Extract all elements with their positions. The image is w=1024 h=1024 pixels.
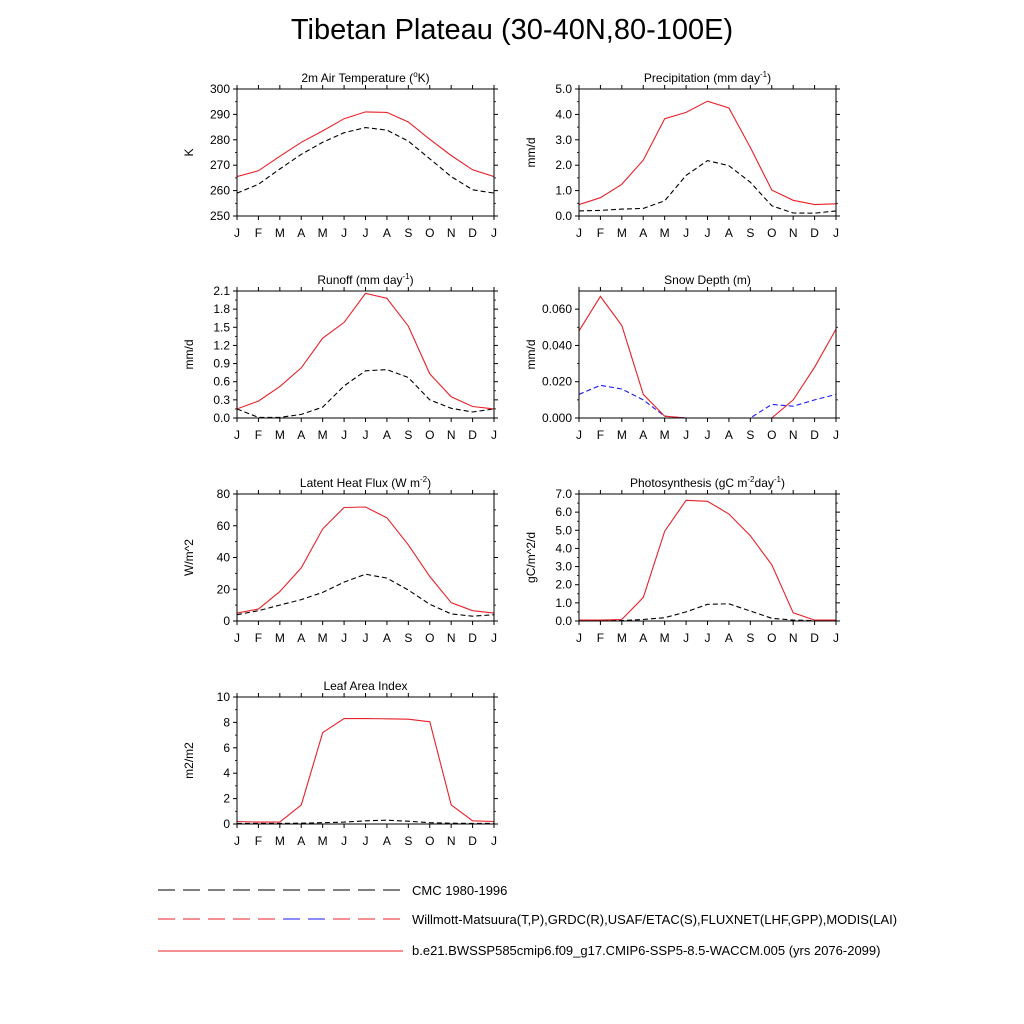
- chart-title: Latent Heat Flux (W $m^{-2}$): [299, 475, 432, 490]
- panel-precipitation: [520, 64, 850, 249]
- y-tick-label: 0.040: [541, 338, 572, 353]
- x-tick-label: A: [297, 428, 306, 442]
- panel-air-temperature: [178, 64, 508, 249]
- x-tick-label: M: [616, 226, 627, 240]
- x-tick-label: M: [616, 428, 627, 442]
- x-tick-label: N: [788, 226, 798, 240]
- x-tick-label: J: [234, 834, 240, 848]
- x-tick-label: F: [254, 226, 263, 240]
- chart-title: Leaf Area Index: [323, 679, 408, 693]
- x-tick-label: A: [724, 428, 733, 442]
- panel-latent-heat-flux: [178, 469, 508, 654]
- x-tick-label: A: [724, 226, 733, 240]
- y-axis-label: mm/d: [524, 339, 538, 370]
- chart-air-temperature: [178, 64, 508, 249]
- chart-runoff: [178, 266, 508, 451]
- y-tick-label: 0.060: [541, 302, 572, 317]
- x-tick-label: A: [297, 226, 306, 240]
- y-tick-label: 40: [216, 550, 230, 565]
- y-tick-label: 6.0: [555, 505, 572, 520]
- x-tick-label: A: [297, 631, 306, 645]
- y-tick-label: 3.0: [555, 559, 572, 574]
- y-tick-label: 20: [216, 582, 230, 597]
- y-axis-label: mm/d: [182, 339, 196, 370]
- x-tick-label: J: [362, 834, 369, 848]
- x-tick-label: A: [639, 428, 648, 442]
- x-tick-label: J: [234, 428, 240, 442]
- x-tick-label: F: [596, 631, 605, 645]
- x-tick-label: J: [234, 631, 240, 645]
- x-tick-label: A: [639, 226, 648, 240]
- y-tick-label: 60: [216, 518, 230, 533]
- x-tick-label: M: [317, 631, 328, 645]
- x-tick-label: S: [746, 226, 755, 240]
- x-tick-label: O: [425, 226, 435, 240]
- x-tick-label: J: [491, 428, 497, 442]
- y-tick-label: 0.0: [213, 411, 230, 425]
- x-tick-label: J: [491, 631, 497, 645]
- y-tick-label: 1.0: [555, 183, 572, 198]
- series-line-model: [579, 500, 836, 620]
- x-tick-label: D: [468, 428, 477, 442]
- plot-frame: [579, 291, 836, 418]
- x-tick-label: J: [704, 631, 711, 645]
- x-tick-label: M: [274, 226, 285, 240]
- x-tick-label: D: [468, 631, 477, 645]
- x-tick-label: A: [382, 834, 391, 848]
- y-tick-label: 0.0: [555, 209, 572, 223]
- panel-runoff: [178, 266, 508, 451]
- x-tick-label: D: [810, 428, 819, 442]
- y-tick-label: 2: [223, 791, 230, 806]
- x-tick-label: J: [341, 428, 348, 442]
- x-tick-label: A: [639, 631, 648, 645]
- y-tick-label: 300: [209, 82, 230, 96]
- x-tick-label: M: [616, 631, 627, 645]
- y-tick-label: 5.0: [555, 82, 572, 96]
- x-tick-label: J: [704, 428, 711, 442]
- chart-leaf-area-index: [178, 672, 508, 857]
- series-line-cmc: [237, 128, 494, 194]
- series-line-cmc: [579, 604, 836, 621]
- y-axis-label: W/m^2: [182, 539, 196, 576]
- x-tick-label: O: [767, 428, 777, 442]
- x-tick-label: O: [767, 631, 777, 645]
- series-line-model: [237, 719, 494, 823]
- x-tick-label: S: [746, 428, 755, 442]
- y-tick-label: 0.020: [541, 374, 572, 389]
- y-axis-label: mm/d: [524, 137, 538, 168]
- x-tick-label: J: [576, 226, 582, 240]
- x-tick-label: A: [724, 631, 733, 645]
- x-tick-label: N: [788, 631, 798, 645]
- y-tick-label: 0.3: [213, 392, 230, 407]
- x-tick-label: M: [317, 226, 328, 240]
- panel-photosynthesis: [520, 469, 850, 654]
- y-tick-label: 6: [223, 740, 230, 755]
- y-tick-label: 270: [209, 158, 230, 173]
- chart-title: Runoff (mm day$^{-1}$): [317, 272, 414, 287]
- x-tick-label: J: [341, 631, 348, 645]
- x-tick-label: M: [659, 428, 670, 442]
- x-tick-label: J: [704, 226, 711, 240]
- series-line-model: [237, 293, 494, 409]
- series-line-cmc: [237, 370, 494, 418]
- series-line-model: [237, 112, 494, 177]
- chart-title: Snow Depth (m): [664, 273, 751, 287]
- x-tick-label: J: [341, 226, 348, 240]
- x-tick-label: M: [274, 834, 285, 848]
- y-tick-label: 4: [223, 766, 230, 781]
- x-tick-label: J: [683, 631, 690, 645]
- x-tick-label: D: [810, 631, 819, 645]
- x-tick-label: O: [767, 226, 777, 240]
- chart-photosynthesis: [520, 469, 850, 654]
- y-tick-label: 7.0: [555, 487, 572, 501]
- x-tick-label: F: [254, 631, 263, 645]
- y-tick-label: 2.0: [555, 158, 572, 173]
- legend-label-cmc: CMC 1980-1996: [412, 883, 508, 898]
- x-tick-label: D: [468, 834, 477, 848]
- chart-precipitation: [520, 64, 850, 249]
- y-tick-label: 1.5: [213, 320, 230, 335]
- x-tick-label: N: [446, 428, 456, 442]
- x-tick-label: J: [491, 226, 497, 240]
- x-tick-label: J: [491, 834, 497, 848]
- y-tick-label: 0: [223, 817, 230, 831]
- x-tick-label: N: [788, 428, 798, 442]
- x-tick-label: S: [404, 428, 413, 442]
- plot-frame: [579, 494, 836, 621]
- x-tick-label: J: [683, 428, 690, 442]
- y-tick-label: 0: [223, 614, 230, 628]
- x-tick-label: M: [274, 631, 285, 645]
- x-tick-label: F: [596, 226, 605, 240]
- x-tick-label: M: [659, 631, 670, 645]
- legend-label-model: b.e21.BWSSP585cmip6.f09_g17.CMIP6-SSP5-8.5-WACCM.005 (yrs 2076-2099): [412, 943, 881, 958]
- x-tick-label: J: [833, 631, 839, 645]
- x-tick-label: J: [341, 834, 348, 848]
- y-tick-label: 0.6: [213, 374, 230, 389]
- x-tick-label: N: [446, 226, 456, 240]
- chart-latent-heat-flux: [178, 469, 508, 654]
- x-tick-label: J: [576, 428, 582, 442]
- x-tick-label: S: [404, 834, 413, 848]
- y-tick-label: 2.1: [213, 284, 230, 298]
- x-tick-label: J: [683, 226, 690, 240]
- x-tick-label: S: [746, 631, 755, 645]
- series-line-obs: [579, 385, 836, 418]
- chart-snow-depth: [520, 266, 850, 451]
- y-tick-label: 4.0: [555, 107, 572, 122]
- plot-frame: [237, 89, 494, 216]
- x-tick-label: A: [382, 631, 391, 645]
- x-tick-label: S: [404, 226, 413, 240]
- x-tick-label: J: [833, 428, 839, 442]
- x-tick-label: J: [234, 226, 240, 240]
- y-tick-label: 1.2: [213, 338, 230, 353]
- x-tick-label: A: [382, 226, 391, 240]
- x-tick-label: N: [446, 834, 456, 848]
- y-axis-label: gC/m^2/d: [524, 532, 538, 583]
- x-tick-label: M: [317, 428, 328, 442]
- y-tick-label: 260: [209, 183, 230, 198]
- plot-frame: [237, 494, 494, 621]
- y-axis-label: K: [182, 148, 196, 157]
- x-tick-label: J: [576, 631, 582, 645]
- x-tick-label: D: [810, 226, 819, 240]
- x-tick-label: F: [596, 428, 605, 442]
- chart-title: 2m Air Temperature ($^o$K): [301, 70, 430, 85]
- x-tick-label: J: [833, 226, 839, 240]
- x-tick-label: D: [468, 226, 477, 240]
- panel-leaf-area-index: [178, 672, 508, 857]
- chart-title: Photosynthesis (gC $m^{-2}day^{-1}$): [630, 475, 785, 490]
- x-tick-label: N: [446, 631, 456, 645]
- x-tick-label: J: [362, 226, 369, 240]
- x-tick-label: F: [254, 834, 263, 848]
- plot-frame: [237, 697, 494, 824]
- x-tick-label: J: [362, 631, 369, 645]
- y-tick-label: 0.0: [555, 614, 572, 628]
- y-axis-label: m2/m2: [182, 742, 196, 779]
- x-tick-label: O: [425, 631, 435, 645]
- y-tick-label: 3.0: [555, 132, 572, 147]
- x-tick-label: S: [404, 631, 413, 645]
- x-tick-label: M: [317, 834, 328, 848]
- series-line-model: [579, 101, 836, 204]
- y-tick-label: 2.0: [555, 577, 572, 592]
- series-line-model: [237, 507, 494, 613]
- x-tick-label: A: [382, 428, 391, 442]
- y-tick-label: 1.0: [555, 595, 572, 610]
- y-tick-label: 290: [209, 107, 230, 122]
- x-tick-label: M: [659, 226, 670, 240]
- x-tick-label: M: [274, 428, 285, 442]
- panel-snow-depth: [520, 266, 850, 451]
- y-tick-label: 80: [216, 487, 230, 501]
- y-tick-label: 0.000: [541, 411, 572, 425]
- y-tick-label: 8: [223, 715, 230, 730]
- x-tick-label: O: [425, 834, 435, 848]
- x-tick-label: F: [254, 428, 263, 442]
- chart-title: Precipitation (mm day$^{-1}$): [643, 70, 772, 85]
- x-tick-label: A: [297, 834, 306, 848]
- y-tick-label: 5.0: [555, 523, 572, 538]
- y-tick-label: 10: [216, 690, 230, 704]
- plot-frame: [579, 89, 836, 216]
- x-tick-label: J: [362, 428, 369, 442]
- x-tick-label: O: [425, 428, 435, 442]
- y-tick-label: 1.8: [213, 302, 230, 317]
- y-tick-label: 280: [209, 132, 230, 147]
- series-line-model: [579, 296, 836, 418]
- page-title: Tibetan Plateau (30-40N,80-100E): [290, 14, 734, 46]
- legend-label-observations: Willmott-Matsuura(T,P),GRDC(R),USAF/ETAC(S),FLUXNET(LHF,GPP),MODIS(LAI): [412, 912, 898, 927]
- y-tick-label: 4.0: [555, 541, 572, 556]
- y-tick-label: 250: [209, 209, 230, 223]
- y-tick-label: 0.9: [213, 356, 230, 371]
